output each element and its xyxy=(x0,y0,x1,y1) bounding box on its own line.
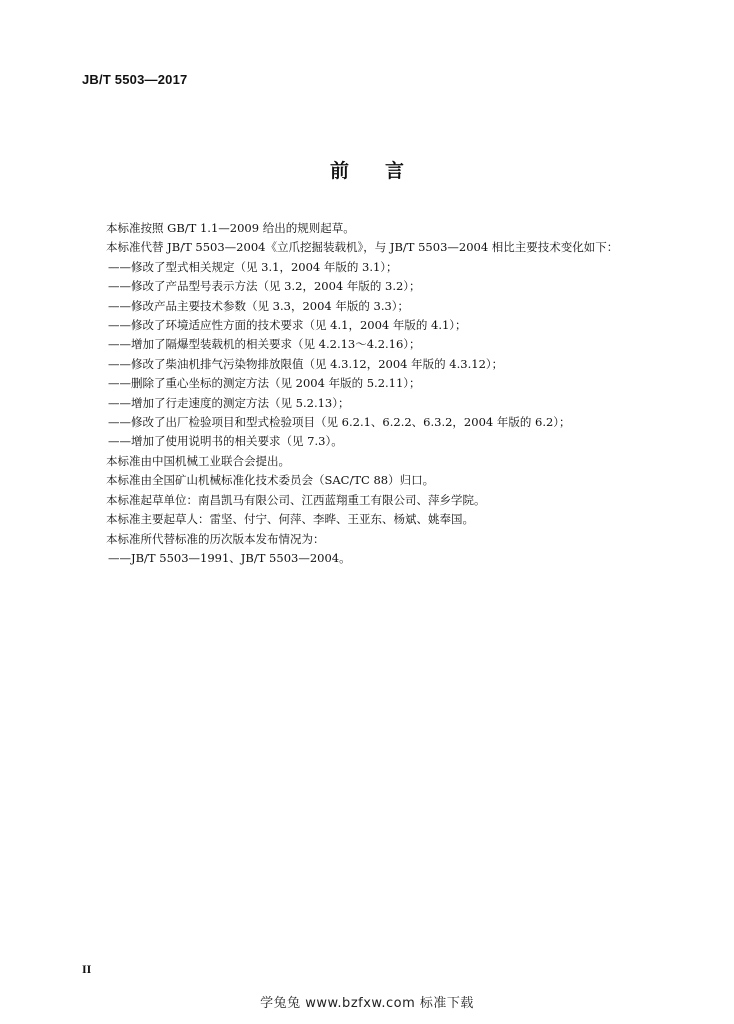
foreword-line: 本标准起草单位：南昌凯马有限公司、江西蓝翔重工有限公司、萍乡学院。 xyxy=(106,492,486,507)
previous-editions-item: ——JB/T 5503—1991、JB/T 5503—2004。 xyxy=(108,550,351,565)
change-list-item: ——修改了柴油机排气污染物排放限值（见 4.3.12，2004 年版的 4.3.12）； xyxy=(108,356,504,371)
page-number: II xyxy=(82,962,92,976)
change-list-item: ——增加了使用说明书的相关要求（见 7.3）。 xyxy=(108,434,343,449)
foreword-line: 本标准由中国机械工业联合会提出。 xyxy=(106,453,290,468)
page-title: 前言 xyxy=(329,160,440,182)
foreword-line: 本标准所代替标准的历次版本发布情况为： xyxy=(106,531,325,546)
watermark-text: 学兔兔 www.bzfxw.com 标准下载 xyxy=(260,996,474,1011)
change-list-item: ——修改了环境适应性方面的技术要求（见 4.1，2004 年版的 4.1）； xyxy=(108,318,467,333)
foreword-line: 本标准按照 GB/T 1.1—2009 给出的规则起草。 xyxy=(106,221,355,235)
foreword-body xyxy=(106,219,666,568)
change-list-item: ——增加了行走速度的测定方法（见 5.2.13）； xyxy=(108,395,350,410)
change-list-item: ——增加了隔爆型装载机的相关要求（见 4.2.13～4.2.16）； xyxy=(108,337,421,352)
change-list-item: ——修改了产品型号表示方法（见 3.2，2004 年版的 3.2）； xyxy=(108,279,421,294)
change-list-item: ——修改了型式相关规定（见 3.1，2004 年版的 3.1）； xyxy=(108,259,398,274)
standard-number: JB/T 5503—2017 xyxy=(82,72,188,87)
change-list-item: ——修改了出厂检验项目和型式检验项目（见 6.2.1、6.2.2、6.3.2，2004 年版的 6.2）； xyxy=(108,415,571,430)
change-list-item: ——修改产品主要技术参数（见 3.3，2004 年版的 3.3）； xyxy=(108,298,410,313)
foreword-line: 本标准主要起草人：雷坚、付宁、何萍、李晔、王亚东、杨斌、姚奉国。 xyxy=(106,512,474,527)
change-list-item: ——删除了重心坐标的测定方法（见 2004 年版的 5.2.11）； xyxy=(108,376,421,391)
foreword-line: 本标准代替 JB/T 5503—2004《立爪挖掘装载机》，与 JB/T 5503—2004 相比主要技术变化如下： xyxy=(106,240,619,255)
foreword-line: 本标准由全国矿山机械标准化技术委员会（SAC/TC 88）归口。 xyxy=(106,473,435,488)
